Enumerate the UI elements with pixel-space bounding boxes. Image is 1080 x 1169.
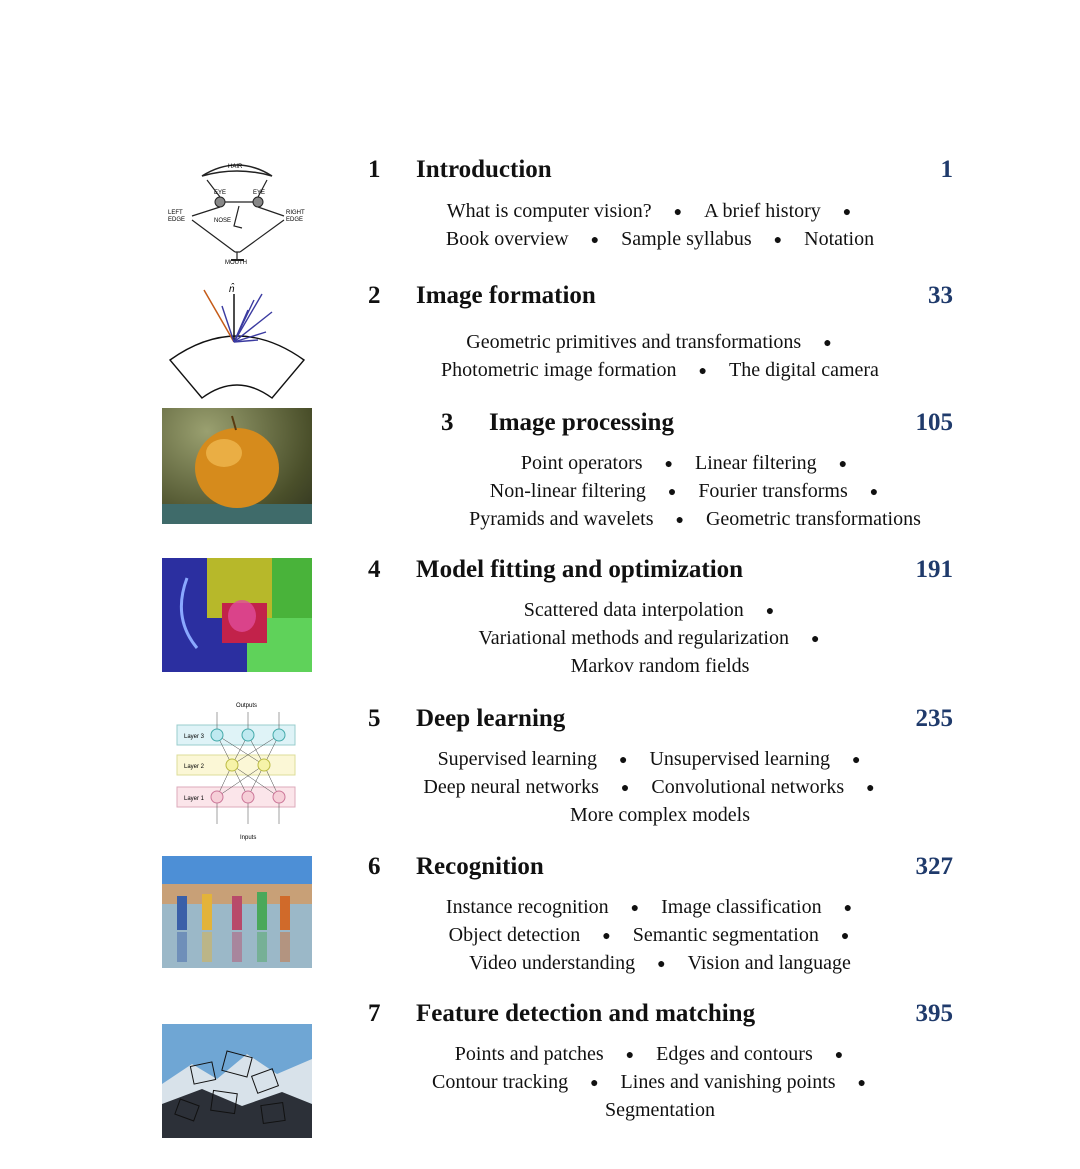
bullet-separator: ● [851,752,861,768]
bullet-separator: ● [630,900,640,916]
topic-line [390,802,930,829]
topic-item[interactable]: Video understanding [469,951,636,974]
bullet-separator: ● [838,456,848,472]
topic-item[interactable]: Semantic segmentation [632,923,819,946]
svg-text:EYE: EYE [253,190,266,196]
bullet-separator: ● [773,232,783,248]
topic-item[interactable]: Vision and language [687,951,851,974]
bullet-separator: ● [810,631,820,647]
chapter-title[interactable]: Deep learning [416,705,566,732]
topic-line [390,357,930,385]
bullet-separator: ● [834,1047,844,1063]
chapter-title[interactable]: Recognition [416,853,544,880]
svg-text:RIGHT: RIGHT [286,210,305,216]
topic-item[interactable]: Unsupervised learning [649,748,830,770]
chapter-title[interactable]: Model fitting and optimization [416,556,744,583]
topic-item[interactable]: Image classification [661,896,822,918]
chapter-title[interactable]: Introduction [416,156,552,183]
topic-line [420,506,970,534]
chapter-title[interactable]: Feature detection and matching [416,1000,756,1027]
topic-line [390,1097,930,1124]
svg-text:MOUTH: MOUTH [225,260,247,266]
bullet-separator: ● [869,484,879,500]
topic-line [390,329,930,357]
svg-text:EYE: EYE [214,190,227,196]
bullet-separator: ● [840,928,850,944]
chapter-number: 7 [368,1000,381,1027]
chapter-topics [420,450,970,534]
reflection-figure [162,282,312,402]
topic-item[interactable]: Fourier transforms [698,479,848,502]
topic-item[interactable]: Points and patches [454,1043,604,1065]
chapter-title[interactable]: Image formation [416,282,596,309]
chapter-title[interactable]: Image processing [489,409,674,436]
svg-text:Layer 2: Layer 2 [184,764,205,770]
topic-item[interactable]: Segmentation [605,1098,715,1121]
topic-item[interactable]: Notation [804,227,875,250]
chapter-topics [390,597,930,680]
svg-text:NOSE: NOSE [214,218,232,224]
topic-item[interactable]: More complex models [570,803,750,826]
bullet-separator: ● [664,456,674,472]
svg-text:Inputs: Inputs [240,835,257,841]
bullet-separator: ● [857,1075,866,1091]
bullet-separator: ● [667,484,677,500]
svg-text:EDGE: EDGE [286,217,304,223]
bullet-separator: ● [823,335,832,351]
svg-text:EDGE: EDGE [168,217,186,223]
topic-item[interactable]: Non-linear filtering [489,479,646,502]
svg-text:n̂: n̂ [229,284,235,295]
bullet-separator: ● [675,512,684,528]
topic-item[interactable]: Convolutional networks [651,775,845,798]
topic-item[interactable]: Photometric image formation [441,358,677,381]
topic-item[interactable]: The digital camera [729,358,879,381]
topic-item[interactable]: Object detection [448,923,581,946]
chapter-page-number[interactable]: 105 [915,409,953,436]
topic-item[interactable]: Lines and vanishing points [620,1070,836,1093]
chapter-page-number[interactable]: 235 [915,705,953,732]
topic-item[interactable]: What is computer vision? [446,200,652,222]
chapter-page-number[interactable]: 327 [915,853,953,880]
topic-line [420,478,970,506]
bullet-separator: ● [843,900,853,916]
topic-line [390,198,930,226]
bullet-separator: ● [625,1047,635,1063]
bullet-separator: ● [620,780,630,796]
chapter-page-number[interactable]: 33 [928,282,953,309]
chapter-topics [390,329,930,385]
chapter-number: 5 [368,705,381,732]
topic-item[interactable]: Geometric primitives and transformations [466,331,802,353]
bullet-separator: ● [618,752,628,768]
topic-line [390,746,930,774]
chapter-page-number[interactable]: 191 [915,556,953,583]
face-model-figure [162,156,312,268]
topic-item[interactable]: Sample syllabus [621,227,752,250]
topic-item[interactable]: Supervised learning [437,748,597,770]
bullet-separator: ● [842,204,852,220]
bullet-separator: ● [765,603,775,619]
topic-item[interactable]: Point operators [520,452,643,474]
svg-text:LEFT: LEFT [168,210,183,216]
topic-item[interactable]: Scattered data interpolation [523,599,744,621]
chapter-topics [390,1041,930,1124]
topic-item[interactable]: Deep neural networks [423,775,599,798]
topic-line [390,922,930,950]
topic-item[interactable]: Variational methods and regularization [478,626,789,649]
topic-line [390,950,930,978]
bullet-separator: ● [602,928,611,944]
chapter-number: 6 [368,853,381,880]
svg-text:Layer 3: Layer 3 [184,734,205,740]
chapter-page-number[interactable]: 1 [940,156,953,183]
beach-people-image [162,856,312,968]
topic-item[interactable]: Pyramids and wavelets [469,507,654,530]
topic-item[interactable]: Instance recognition [445,896,609,918]
chapter-number: 3 [441,409,454,436]
topic-item[interactable]: Geometric transformations [705,507,921,530]
topic-item[interactable]: Markov random fields [570,654,750,677]
segmentation-image [162,558,312,672]
topic-item[interactable]: Book overview [445,227,569,250]
svg-text:Outputs: Outputs [236,703,258,709]
bullet-separator: ● [590,1075,599,1091]
mountain-features-image [162,1024,312,1138]
topic-line [390,625,930,653]
neural-network-figure [162,700,312,842]
topic-line [390,597,930,625]
topic-item[interactable]: Edges and contours [656,1043,813,1065]
topic-item[interactable]: Contour tracking [431,1070,569,1093]
chapter-topics [390,746,930,829]
topic-line [420,450,970,478]
topic-line [390,653,930,680]
topic-line [390,894,930,922]
chapter-topics [390,894,930,978]
topic-item[interactable]: Linear filtering [695,452,817,474]
apple-image [162,408,312,524]
chapter-number: 2 [368,282,381,309]
bullet-separator: ● [657,956,666,972]
topic-line [390,1041,930,1069]
topic-line [390,774,930,802]
chapter-number: 4 [368,556,381,583]
bullet-separator: ● [866,780,875,796]
bullet-separator: ● [590,232,600,248]
bullet-separator: ● [673,204,683,220]
chapter-topics [390,198,930,254]
topic-line [390,1069,930,1097]
chapter-page-number[interactable]: 395 [915,1000,953,1027]
topic-line [390,226,930,254]
chapter-number: 1 [368,156,381,183]
svg-text:Layer 1: Layer 1 [184,796,205,802]
bullet-separator: ● [698,363,708,379]
topic-item[interactable]: A brief history [704,200,821,222]
svg-text:HAIR: HAIR [228,164,243,170]
